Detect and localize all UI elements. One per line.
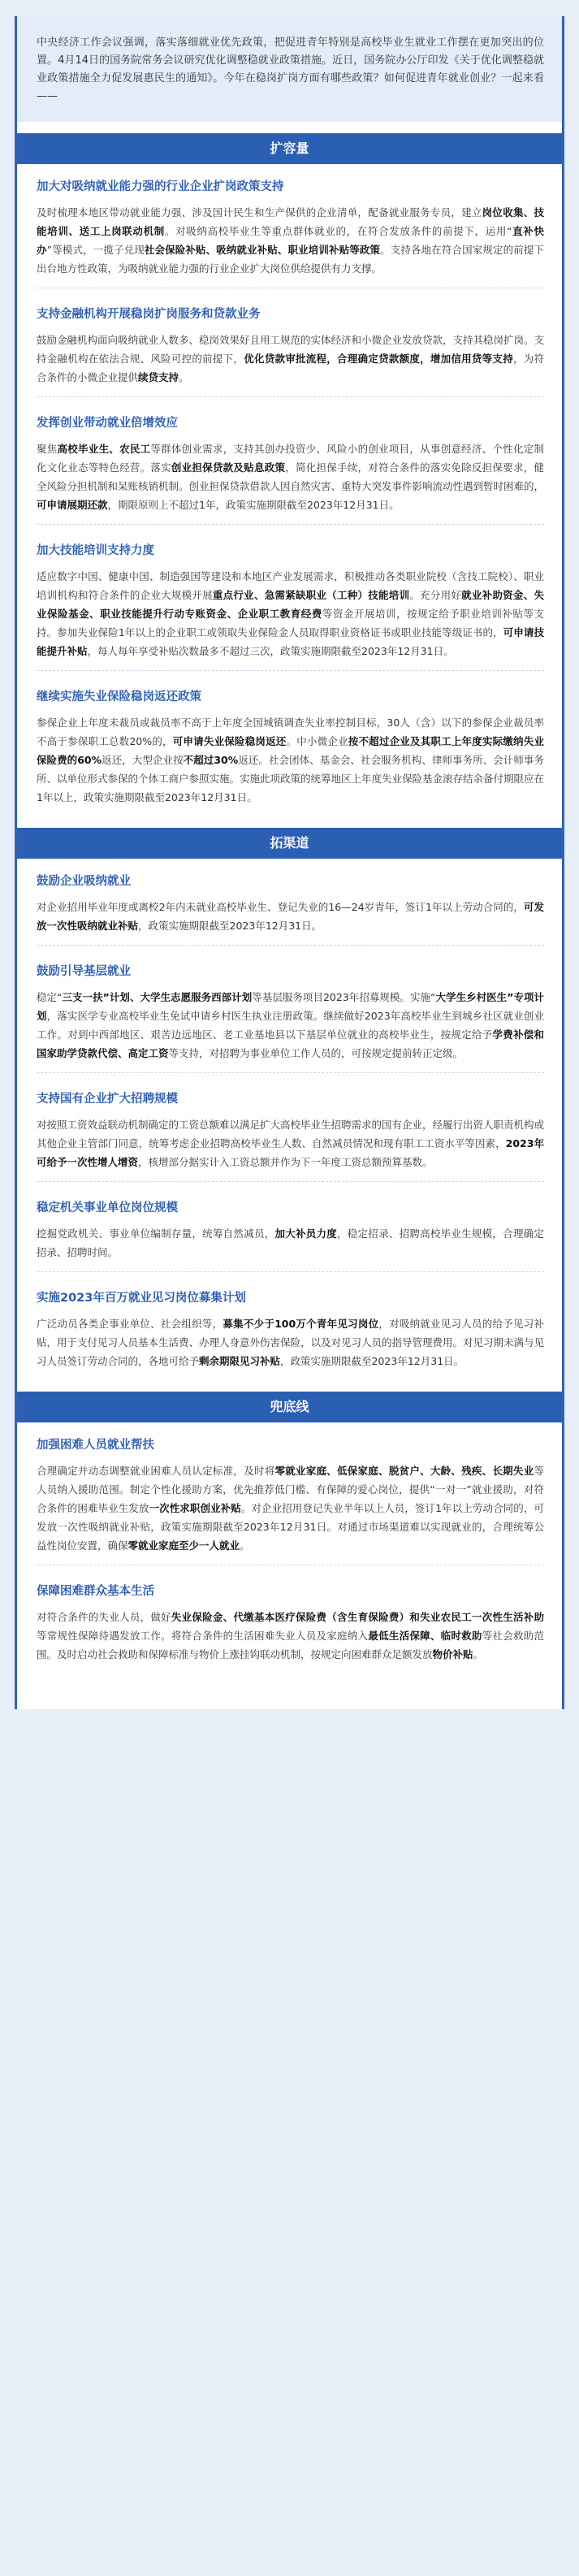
subsection-paragraph: 对符合条件的失业人员，做好失业保险金、代缴基本医疗保险费（含生育保险费）和失业农民工一次性生活补助等常规性保障待遇发放工作。将符合条件的生活困难失业人员及家庭纳入最低生活保障、临时救助等社会救助范围。及时启动社会救助和保障标准与物价上涨挂钩联动机制，按规定向困难群众足额发放物价补贴。 bbox=[37, 1611, 544, 1660]
subsection-title: 稳定机关事业单位岗位规模 bbox=[37, 1201, 178, 1214]
intro-paragraph: 中央经济工作会议强调，落实落细就业优先政策，把促进青年特别是高校毕业生就业工作摆在更加突出的位置。4月14日的国务院常务会议研究优化调整稳就业政策措施。近日，国务院办公厅印发《关于优化调整稳就业政策措施全力促发展惠民生的通知》。今年在稳岗扩岗方面有哪些政策？如何促进青年就业创业？一起来看—— bbox=[17, 16, 562, 122]
section-banner-expand-capacity: 扩容量 bbox=[17, 133, 562, 164]
section-expand-channels bbox=[17, 873, 562, 1380]
subsection-paragraph: 对按照工资效益联动机制确定的工资总额难以满足扩大高校毕业生招聘需求的国有企业，经履行出资人职责机构或其他企业主管部门同意，统筹考虑企业招聘高校毕业生人数、自然减员情况和现有职工工资水平等因素，2023年可给予一次性增人增资，核增部分据实计入工资总额并作为下一年度工资总额预算基数。 bbox=[37, 1115, 544, 1182]
subsection-paragraph: 适应数字中国、健康中国、制造强国等建设和本地区产业发展需求，积极推动各类职业院校（含技工院校）、职业培训机构和符合条件的企业大规模开展重点行业、急需紧缺职业（工种）技能培训。充分用好就业补助资金、失业保险基金、职业技能提升行动专账资金、企业职工教育经费等资金开展培训，按规定给予职业培训补贴等支持。参加失业保险1年以上的企业职工或领取失业保险金人员取得职业资格证书或职业技能等级证书的，可申请技能提升补贴，每人每年享受补贴次数最多不超过三次，政策实施期限截至2023年12月31日。 bbox=[37, 567, 544, 671]
subsection-title: 加强困难人员就业帮扶 bbox=[37, 1439, 154, 1452]
section-safety-net bbox=[17, 1437, 562, 1673]
subsection-title: 加大技能培训支持力度 bbox=[37, 544, 154, 557]
section-banner-safety-net: 兜底线 bbox=[17, 1392, 562, 1422]
subsection-title: 保障困难群众基本生活 bbox=[37, 1585, 154, 1598]
subsection-title: 支持国有企业扩大招聘规模 bbox=[37, 1093, 178, 1106]
subsection-title: 实施2023年百万就业见习岗位募集计划 bbox=[37, 1292, 246, 1305]
subsection-paragraph: 参保企业上年度未裁员或裁员率不高于上年度全国城镇调查失业率控制目标，30人（含）以下的参保企业裁员率不高于参保职工总数20%的，可申请失业保险稳岗返还。中小微企业按不超过企业及其职工上年度实际缴纳失业保险费的60%返还，大型企业按不超过30%返还。社会团体、基金会、社会服务机构、律师事务所、会计师事务所、以单位形式参保的个体工商户参照实施。实施此项政策的统筹地区上年度失业保险基金滚存结余备付期限应在1年以上，政策实施期限截至2023年12月31日。 bbox=[37, 717, 545, 803]
subsection-paragraph: 鼓励金融机构面向吸纳就业人数多、稳岗效果好且用工规范的实体经济和小微企业发放贷款，支持其稳岗扩岗。支持金融机构在依法合规、风险可控的前提下，优化贷款审批流程，合理确定贷款额度，增加信用贷等支持，为符合条件的小微企业提供续贷支持。 bbox=[37, 331, 544, 397]
subsection-title: 发挥创业带动就业倍增效应 bbox=[37, 417, 178, 430]
subsection-title: 鼓励引导基层就业 bbox=[37, 965, 131, 978]
subsection-title: 加大对吸纳就业能力强的行业企业扩岗政策支持 bbox=[37, 180, 284, 193]
subsection-paragraph: 挖掘党政机关、事业单位编制存量，统筹自然减员，加大补员力度，稳定招录、招聘高校毕业生规模，合理确定招录、招聘时间。 bbox=[37, 1224, 544, 1272]
subsection-paragraph: 及时梳理本地区带动就业能力强、涉及国计民生和生产保供的企业清单，配备就业服务专员，建立岗位收集、技能培训、送工上岗联动机制。对吸纳高校毕业生等重点群体就业的，在符合发放条件的前提下，运用“直补快办”等模式，一揽子兑现社会保险补贴、吸纳就业补贴、职业培训补贴等政策。支持各地在符合国家规定的前提下出台地方性政策，为吸纳就业能力强的行业企业扩大岗位供给提供有力支撑。 bbox=[37, 203, 544, 288]
subsection-paragraph: 聚焦高校毕业生、农民工等群体创业需求，支持其创办投资少、风险小的创业项目，从事创意经济、个性化定制化文化业态等特色经营。落实创业担保贷款及贴息政策，简化担保手续，对符合条件的落实免除反担保要求，健全风险分担机制和呆账核销机制。创业担保贷款借款人因自然灾害、重特大突发事件影响流动性遇到暂时困难的，可申请展期还款，期限原则上不超过1年，政策实施期限截至2023年12月31日。 bbox=[37, 439, 544, 525]
subsection-title: 鼓励企业吸纳就业 bbox=[37, 875, 131, 888]
subsection-paragraph: 稳定“三支一扶”计划、大学生志愿服务西部计划等基层服务项目2023年招募规模。实施“大学生乡村医生”专项计划，落实医学专业高校毕业生免试申请乡村医生执业注册政策。继续做好2023年高校毕业生到城乡社区就业创业工作。对到中西部地区、艰苦边远地区、老工业基地县以下基层单位就业的高校毕业生，按规定给予学费补偿和国家助学贷款代偿、高定工资等支持，对招聘为事业单位工作人员的，可按规定提前转正定级。 bbox=[37, 988, 544, 1073]
subsection-title: 继续实施失业保险稳岗返还政策 bbox=[37, 691, 201, 704]
section-banner-expand-channels: 拓渠道 bbox=[17, 828, 562, 859]
subsection-paragraph: 合理确定并动态调整就业困难人员认定标准，及时将零就业家庭、低保家庭、脱贫户、大龄、残疾、长期失业等人员纳入援助范围。制定个性化援助方案，优先推荐低门槛、有保障的爱心岗位，提供“一对一”就业援助，对符合条件的困难毕业生发放一次性求职创业补贴。对企业招用登记失业半年以上人员，签订1年以上劳动合同的，可发放一次性吸纳就业补贴，政策实施期限截至2023年12月31日。对通过市场渠道难以实现就业的，合理统筹公益性岗位安置，确保零就业家庭至少一人就业。 bbox=[37, 1461, 544, 1565]
subsection-paragraph: 对企业招用毕业年度或离校2年内未就业高校毕业生、登记失业的16—24岁青年，签订1年以上劳动合同的，可发放一次性吸纳就业补贴，政策实施期限截至2023年12月31日。 bbox=[37, 898, 544, 946]
section-expand-capacity bbox=[17, 179, 562, 816]
subsection-paragraph: 广泛动员各类企事业单位、社会组织等，募集不少于100万个青年见习岗位，对吸纳就业见习人员的给予见习补贴，用于支付见习人员基本生活费、办理人身意外伤害保险，以及对见习人员的指导管理费用。对见习期未满与见习人员签订劳动合同的，各地可给予剩余期限见习补贴，政策实施期限截至2023年12月31日。 bbox=[37, 1318, 545, 1367]
article-frame bbox=[15, 16, 564, 1709]
bottom-spacer bbox=[17, 1685, 562, 1709]
subsection-title: 支持金融机构开展稳岗扩岗服务和贷款业务 bbox=[37, 308, 261, 321]
